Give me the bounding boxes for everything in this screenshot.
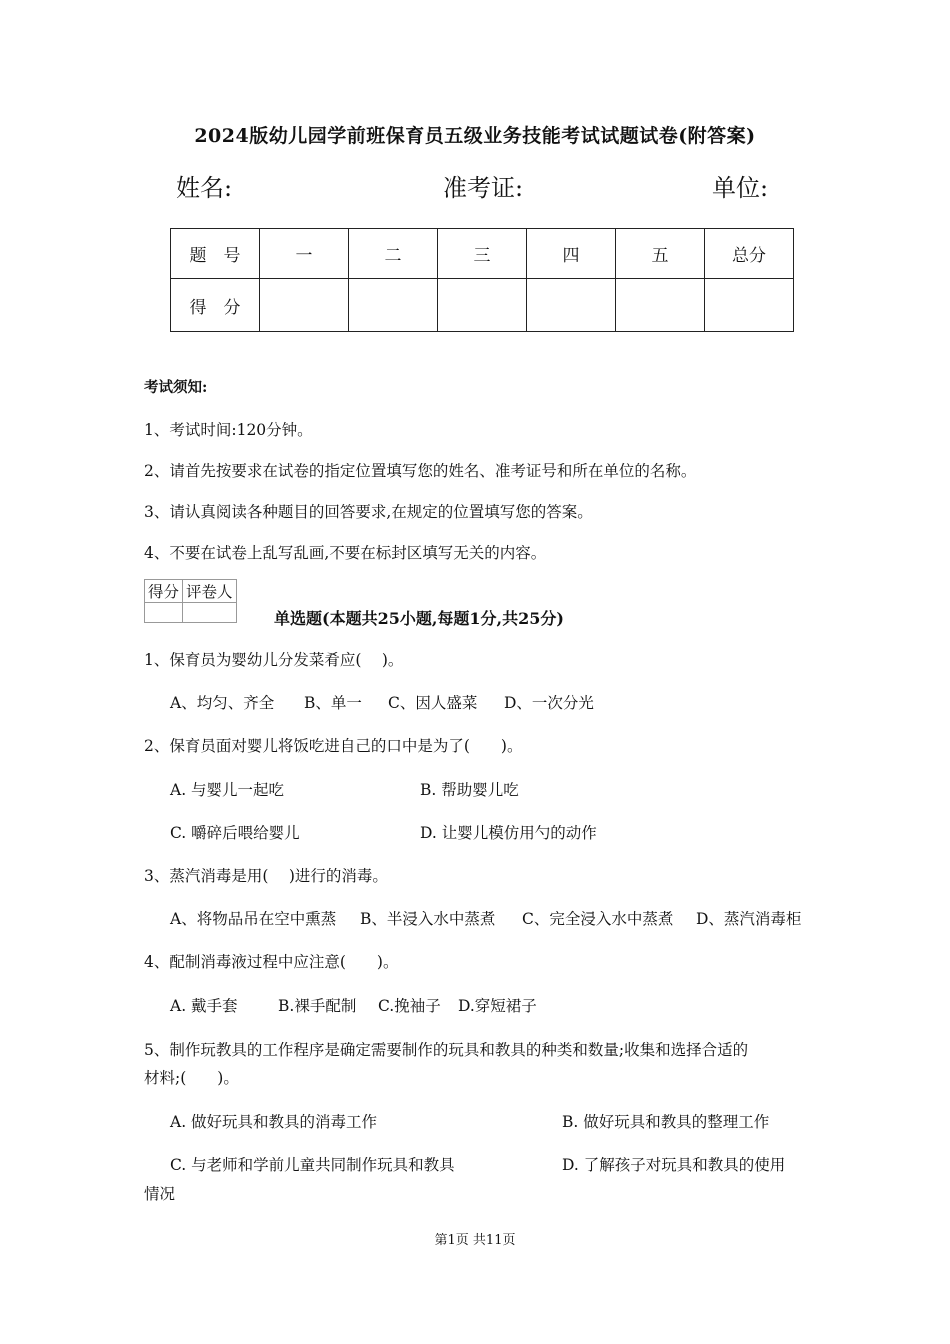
question-option: A、均匀、齐全 xyxy=(170,694,275,712)
question-option: A. 做好玩具和教具的消毒工作 xyxy=(170,1113,378,1131)
score-cell xyxy=(349,279,438,332)
section-title: 单选题(本题共25小题,每题1分,共25分) xyxy=(274,609,564,628)
grader-box-grader-cell xyxy=(183,603,237,623)
header-cell: 五 xyxy=(616,229,705,279)
question-option: C.挽袖子 xyxy=(378,997,441,1015)
question-option: A. 戴手套 xyxy=(170,997,238,1015)
question-option: C、因人盛菜 xyxy=(388,694,478,712)
notice-item: 4、不要在试卷上乱写乱画,不要在标封区填写无关的内容。 xyxy=(144,544,547,562)
question-option: B、单一 xyxy=(304,694,362,712)
notice-heading: 考试须知: xyxy=(144,379,208,396)
score-table xyxy=(170,228,794,332)
question-stem: 5、制作玩教具的工作程序是确定需要制作的玩具和教具的种类和数量;收集和选择合适的 xyxy=(144,1041,749,1059)
unit-label: 单位: xyxy=(712,174,769,202)
exam-number-label: 准考证: xyxy=(443,174,524,202)
question-option: B、半浸入水中蒸煮 xyxy=(360,910,496,928)
score-cell xyxy=(616,279,705,332)
score-table-header-row xyxy=(171,229,794,279)
score-cell xyxy=(527,279,616,332)
question-option-continued: 情况 xyxy=(144,1185,176,1203)
notice-item: 1、考试时间:120分钟。 xyxy=(144,421,313,439)
question-stem-continued: 材料;( )。 xyxy=(144,1069,239,1087)
grader-box-score-label: 得分 xyxy=(145,580,183,603)
question-option: B. 帮助婴儿吃 xyxy=(420,781,519,799)
question-option: C. 嚼碎后喂给婴儿 xyxy=(170,824,300,842)
name-label: 姓名: xyxy=(176,174,233,202)
page-title: 2024版幼儿园学前班保育员五级业务技能考试试题试卷(附答案) xyxy=(194,125,756,147)
question-option: B. 做好玩具和教具的整理工作 xyxy=(562,1113,770,1131)
header-cell: 一 xyxy=(260,229,349,279)
question-option: D. 让婴儿模仿用勺的动作 xyxy=(420,824,597,842)
question-option: D.穿短裙子 xyxy=(458,997,537,1015)
header-cell: 总分 xyxy=(705,229,794,279)
question-option: D、蒸汽消毒柜 xyxy=(696,910,802,928)
question-option: A、将物品吊在空中熏蒸 xyxy=(170,910,337,928)
score-cell xyxy=(438,279,527,332)
question-stem: 2、保育员面对婴儿将饭吃进自己的口中是为了( )。 xyxy=(144,737,523,755)
notice-item: 2、请首先按要求在试卷的指定位置填写您的姓名、准考证号和所在单位的名称。 xyxy=(144,462,697,480)
grader-box-score-cell xyxy=(145,603,183,623)
question-option: C、完全浸入水中蒸煮 xyxy=(522,910,674,928)
question-option: C. 与老师和学前儿童共同制作玩具和教具 xyxy=(170,1156,455,1174)
question-stem: 1、保育员为婴幼儿分发菜肴应( )。 xyxy=(144,651,404,669)
page-footer: 第1页 共11页 xyxy=(434,1233,516,1248)
grader-box xyxy=(144,579,237,623)
score-cell xyxy=(260,279,349,332)
header-cell: 题 号 xyxy=(171,229,260,279)
header-cell: 二 xyxy=(349,229,438,279)
score-row-label: 得 分 xyxy=(171,279,260,332)
question-stem: 3、蒸汽消毒是用( )进行的消毒。 xyxy=(144,867,388,885)
question-stem: 4、配制消毒液过程中应注意( )。 xyxy=(144,953,399,971)
question-option: D. 了解孩子对玩具和教具的使用 xyxy=(562,1156,786,1174)
score-table-score-row xyxy=(171,279,794,332)
score-cell xyxy=(705,279,794,332)
grader-box-grader-label: 评卷人 xyxy=(183,580,237,603)
question-option: D、一次分光 xyxy=(504,694,594,712)
question-option: A. 与婴儿一起吃 xyxy=(170,781,285,799)
header-cell: 三 xyxy=(438,229,527,279)
header-cell: 四 xyxy=(527,229,616,279)
notice-item: 3、请认真阅读各种题目的回答要求,在规定的位置填写您的答案。 xyxy=(144,503,593,521)
question-option: B.裸手配制 xyxy=(278,997,357,1015)
